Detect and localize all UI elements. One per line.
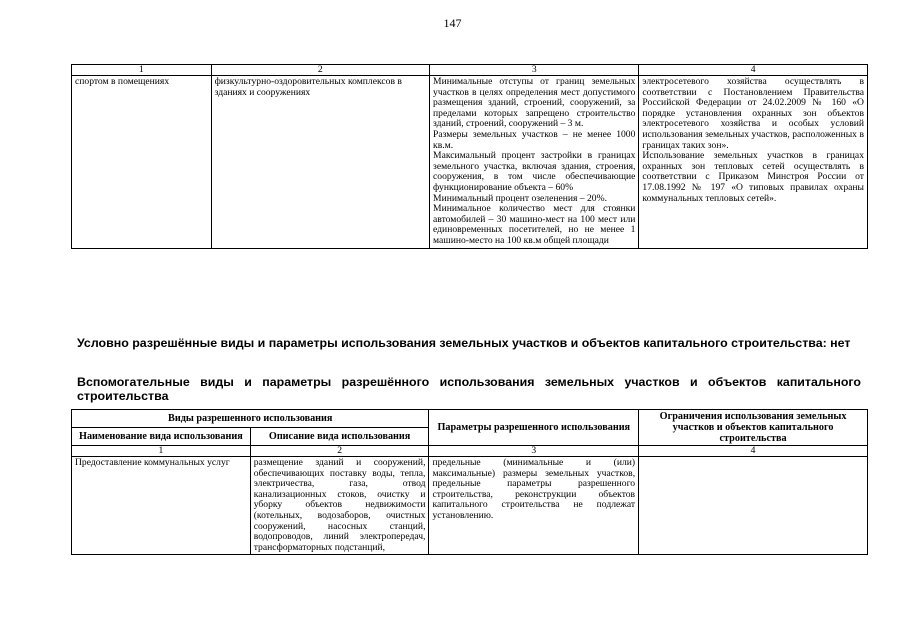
restrictions-cell xyxy=(639,457,868,555)
page-number: 147 xyxy=(443,16,462,30)
parameter-max-building-percent: Максимальный процент застройки в границах земельного участка, включая здания, строения, сооружения, в том числе обеспечивающие функционирование объекта – 60% xyxy=(433,150,636,193)
header-parameters: Параметры разрешенного использования xyxy=(429,410,639,446)
parameters-cell xyxy=(430,76,639,249)
table-row xyxy=(72,457,868,555)
parameter-parking: Минимальное количество мест для стоянки автомобилей – 30 машино-мест на 100 мест или единовременных посетителей, но не менее 1 машино-место на 100 кв.м общей площади xyxy=(433,203,636,246)
column-number-row xyxy=(72,65,868,76)
restrictions-cell xyxy=(639,76,868,249)
use-description-cell: размещение зданий и сооружений, обеспечивающих поставку воды, тепла, электричества, газа, отвод канализационных стоков, очистку и уборку объектов недвижимости (котельных, водозаборов, очистных сооружений, насосных станций, водопроводов, линий электропередач, трансформаторных подстанций, xyxy=(250,457,429,555)
restriction-heat-networks: Использование земельных участков в границах охранных зон тепловых сетей осуществлять в соответствии с Приказом Минстроя России от 17.08.1992 № 197 «О типовых правилах охраны коммунальных тепловых сетей». xyxy=(642,150,864,204)
parameters-cell: предельные (минимальные и (или) максимальные) размеры земельных участков, предельные параметры разрешенного строительства, реконструкции объектов капитального строительства не подлежат установлению. xyxy=(429,457,639,555)
header-row xyxy=(72,410,868,428)
column-number: 4 xyxy=(639,65,868,76)
header-use-description: Описание вида использования xyxy=(250,428,429,446)
column-number: 2 xyxy=(211,65,429,76)
use-name-cell: Предоставление коммунальных услуг xyxy=(72,457,251,555)
column-number: 2 xyxy=(250,446,429,457)
restriction-power-grid: электросетевого хозяйства осуществлять в соответствии с Постановлением Правительства Российской Федерации от 24.02.2009 № 160 «О порядке установления охранных зон объектов электросетевого хозяйства и особых условий использования земельных участков, расположенных в границах таких зон». xyxy=(642,76,864,151)
conditional-uses-heading: Условно разрешённые виды и параметры использования земельных участков и объектов капитального строительства: нет xyxy=(77,336,851,350)
column-number: 1 xyxy=(72,65,212,76)
auxiliary-uses-heading: Вспомогательные виды и параметры разрешённого использования земельных участков и объектов капитального строительства xyxy=(77,375,861,403)
table-row xyxy=(72,76,868,249)
parameter-plot-size: Размеры земельных участков – не менее 1000 кв.м. xyxy=(433,128,636,151)
column-number: 4 xyxy=(639,446,868,457)
column-number-row xyxy=(72,446,868,457)
column-number: 1 xyxy=(72,446,251,457)
use-name-cell: спортом в помещениях xyxy=(72,76,212,249)
auxiliary-uses-table xyxy=(71,409,868,555)
parameter-setbacks: Минимальные отступы от границ земельных участков в целях определения мест допустимого размещения зданий, строений, сооружений, за пределами которых запрещено строительство зданий, строений, сооружений – 3 м. xyxy=(433,76,636,130)
header-restrictions: Ограничения использования земельных участков и объектов капитального строительства xyxy=(639,410,868,446)
permitted-uses-table-continued xyxy=(71,64,868,249)
column-number: 3 xyxy=(429,446,639,457)
use-description-cell: физкультурно-оздоровительных комплексов в зданиях и сооружениях xyxy=(211,76,429,249)
header-group-types: Виды разрешенного использования xyxy=(72,410,429,428)
column-number: 3 xyxy=(430,65,639,76)
parameter-min-greening: Минимальный процент озеленения – 20%. xyxy=(433,192,607,204)
header-use-name: Наименование вида использования xyxy=(72,428,251,446)
